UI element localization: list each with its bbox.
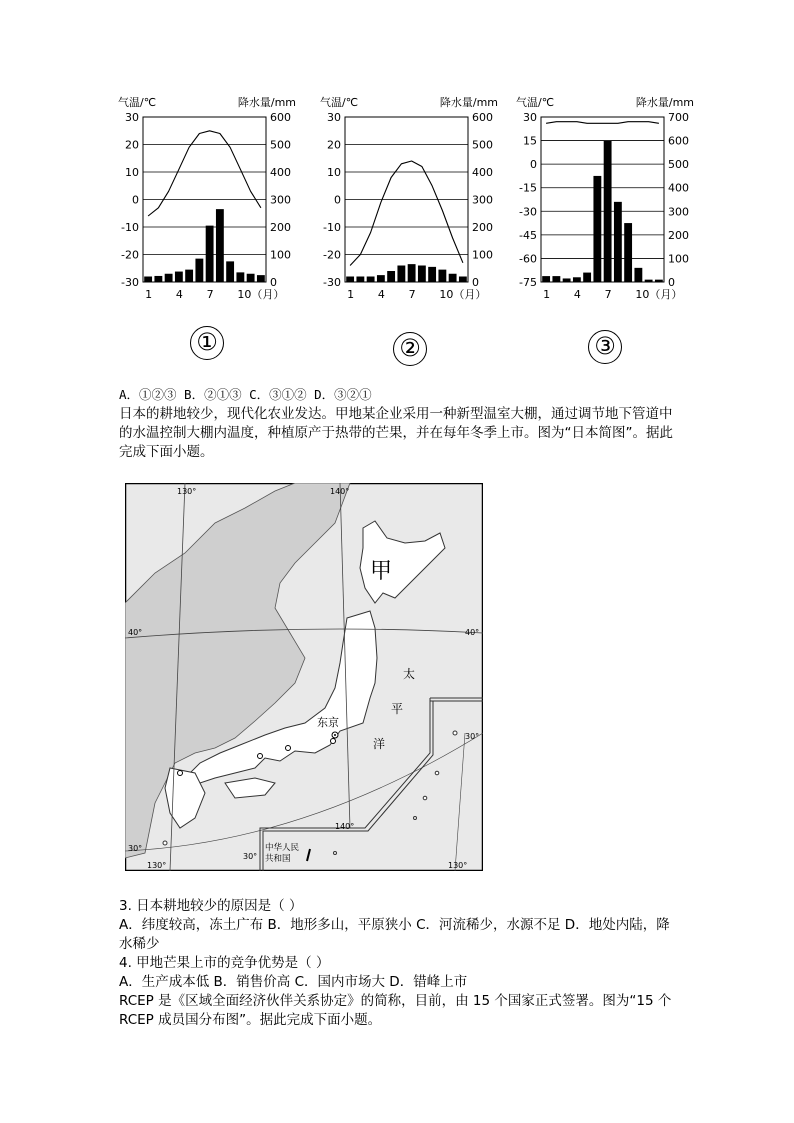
temp-tick: -15 — [519, 181, 537, 195]
precip-tick: 300 — [472, 193, 493, 207]
temp-tick: -30 — [519, 205, 537, 219]
lon-140-top: 140° — [330, 487, 350, 496]
precip-bar — [459, 277, 467, 283]
precip-tick: 0 — [472, 276, 479, 289]
precip-tick: 600 — [472, 111, 493, 124]
lat-40-left: 40° — [128, 628, 143, 637]
precip-tick: 0 — [668, 276, 675, 289]
precip-bar — [428, 267, 436, 282]
question-4-options: A．生产成本低 B．销售价高 C．国内市场大 D．错峰上市 — [119, 974, 468, 990]
precip-bar — [165, 274, 173, 282]
temp-tick: -20 — [323, 248, 341, 262]
temp-tick: -60 — [519, 252, 537, 266]
precip-bar — [552, 276, 560, 282]
question-3-options: A．纬度较高，冻土广布 B．地形多山，平原狭小 C．河流稀少，水源不足 D．地处内陆，降水稀少 — [119, 917, 670, 952]
intro-japan: 日本的耕地较少，现代化农业发达。甲地某企业采用一种新型温室大棚，通过调节地下管道中的水温控制大棚内温度，种植原产于热带的芒果，并在每年冬季上市。图为“日本简图”。据此完成下面小题。 — [119, 406, 673, 460]
precip-tick: 500 — [668, 158, 689, 172]
month-tick: 4 — [573, 288, 581, 301]
precip-tick: 100 — [668, 252, 689, 266]
options-line: A．①②③ B．②①③ C．③①② D．③②① — [119, 387, 372, 402]
china-label-1: 中华人民 — [265, 843, 300, 853]
climate-chart-3 — [516, 92, 696, 302]
precip-tick: 0 — [270, 276, 277, 289]
temp-tick: -30 — [323, 276, 341, 289]
lat-40-right: 40° — [465, 628, 480, 637]
temp-tick: -10 — [121, 221, 139, 234]
precip-bar — [573, 277, 581, 282]
precip-bar — [449, 274, 457, 282]
temp-tick: 15 — [523, 134, 537, 148]
precip-bar — [226, 261, 234, 282]
precip-bar — [257, 275, 265, 282]
precip-axis-label: 降水量/mm — [439, 96, 498, 109]
precip-bar — [185, 270, 193, 282]
precip-bar — [216, 209, 224, 282]
precip-tick: 400 — [472, 166, 493, 179]
temp-tick: -20 — [121, 248, 139, 262]
precip-bar — [593, 176, 601, 282]
japan-map — [125, 483, 483, 871]
month-tick: 1 — [543, 288, 551, 301]
precip-bar — [377, 275, 385, 282]
temp-axis-label: 气温/℃ — [320, 96, 359, 109]
precip-tick: 300 — [668, 205, 689, 219]
precip-bar — [604, 141, 612, 282]
precip-bar — [408, 264, 416, 282]
precip-bar — [438, 270, 446, 282]
precip-axis-label: 降水量/mm — [237, 96, 296, 109]
precip-bar — [645, 280, 653, 282]
lat-30-left: 30° — [128, 844, 143, 853]
yang-label: 洋 — [373, 737, 386, 751]
tokyo-label: 东京 — [317, 716, 339, 729]
precip-bar — [614, 202, 622, 282]
chart-number-1: ① — [190, 326, 224, 360]
precip-tick: 700 — [668, 111, 689, 124]
precip-bar — [387, 271, 395, 282]
temp-line — [546, 122, 659, 124]
month-tick: 4 — [175, 288, 183, 301]
plot-frame — [541, 117, 664, 282]
precip-tick: 400 — [270, 166, 291, 179]
precip-bar — [346, 277, 354, 283]
lat-30-mid: 30° — [243, 852, 258, 861]
lon-130-bottom: 130° — [147, 861, 167, 870]
precip-bar — [583, 273, 591, 282]
question-4: 4. 甲地芒果上市的竞争优势是（ ） — [119, 955, 330, 971]
temp-tick: -10 — [323, 221, 341, 234]
precip-tick: 100 — [270, 248, 291, 262]
precip-bar — [206, 226, 214, 282]
month-tick: 1 — [145, 288, 153, 301]
precip-tick: 200 — [270, 221, 291, 234]
climate-chart-1 — [118, 92, 298, 302]
lat-30-right: 30° — [465, 732, 480, 741]
precip-tick: 300 — [270, 193, 291, 207]
intro-rcep: RCEP 是《区域全面经济伙伴关系协定》的简称，目前，由 15 个国家正式签署。图为“15 个 RCEP 成员国分布图”。据此完成下面小题。 — [119, 993, 672, 1028]
precip-bar — [144, 277, 152, 283]
precip-bar — [247, 274, 255, 282]
chart-number-2: ② — [393, 332, 427, 366]
precip-bar — [655, 280, 663, 282]
temp-tick: 10 — [327, 166, 341, 179]
jia-label: 甲 — [370, 559, 393, 584]
temp-line — [148, 131, 261, 216]
precip-tick: 500 — [472, 138, 493, 152]
temp-tick: 0 — [530, 158, 537, 172]
temp-tick: 30 — [523, 111, 537, 124]
temp-tick: 30 — [125, 111, 139, 124]
precip-tick: 500 — [270, 138, 291, 152]
temp-axis-label: 气温/℃ — [118, 96, 157, 109]
precip-tick: 100 — [472, 248, 493, 262]
month-tick: 7 — [206, 288, 214, 301]
temp-tick: 30 — [327, 111, 341, 124]
precip-bar — [542, 276, 550, 282]
temp-axis-label: 气温/℃ — [516, 96, 555, 109]
temp-line — [350, 161, 463, 266]
precip-bar — [418, 266, 426, 283]
precip-tick: 200 — [472, 221, 493, 234]
lon-130-top: 130° — [177, 487, 197, 496]
precip-bar — [397, 266, 405, 283]
month-tick: 10（月） — [635, 288, 683, 301]
temp-tick: 20 — [327, 138, 341, 152]
month-tick: 7 — [604, 288, 612, 301]
precip-bar — [634, 268, 642, 282]
month-tick: 10（月） — [439, 288, 487, 301]
precip-bar — [154, 276, 162, 282]
chart-number-3: ③ — [588, 330, 622, 364]
month-tick: 10（月） — [237, 288, 285, 301]
precip-tick: 400 — [668, 181, 689, 195]
precip-tick: 200 — [668, 228, 689, 242]
precip-axis-label: 降水量/mm — [635, 96, 694, 109]
temp-tick: 20 — [125, 138, 139, 152]
precip-bar — [367, 277, 375, 283]
precip-tick: 600 — [270, 111, 291, 124]
precip-bar — [624, 223, 632, 282]
ping-label: 平 — [391, 702, 404, 716]
question-3: 3. 日本耕地较少的原因是（ ） — [119, 898, 303, 914]
temp-tick: -30 — [121, 276, 139, 289]
china-label-2: 共和国 — [265, 854, 291, 864]
month-tick: 4 — [377, 288, 385, 301]
temp-tick: -75 — [519, 276, 537, 289]
precip-bar — [236, 272, 244, 282]
precip-bar — [195, 259, 203, 282]
precip-bar — [175, 272, 183, 282]
temp-tick: 0 — [132, 193, 139, 207]
precip-bar — [356, 277, 364, 283]
month-tick: 7 — [408, 288, 416, 301]
temp-tick: 0 — [334, 193, 341, 207]
climate-chart-2 — [320, 92, 500, 302]
temp-tick: -45 — [519, 228, 537, 242]
temp-tick: 10 — [125, 166, 139, 179]
tai-label: 太 — [403, 667, 416, 681]
precip-tick: 600 — [668, 134, 689, 148]
lon-140-bottom: 140° — [335, 822, 355, 831]
precip-bar — [563, 278, 571, 282]
month-tick: 1 — [347, 288, 355, 301]
lon-130-right: 130° — [448, 861, 468, 870]
